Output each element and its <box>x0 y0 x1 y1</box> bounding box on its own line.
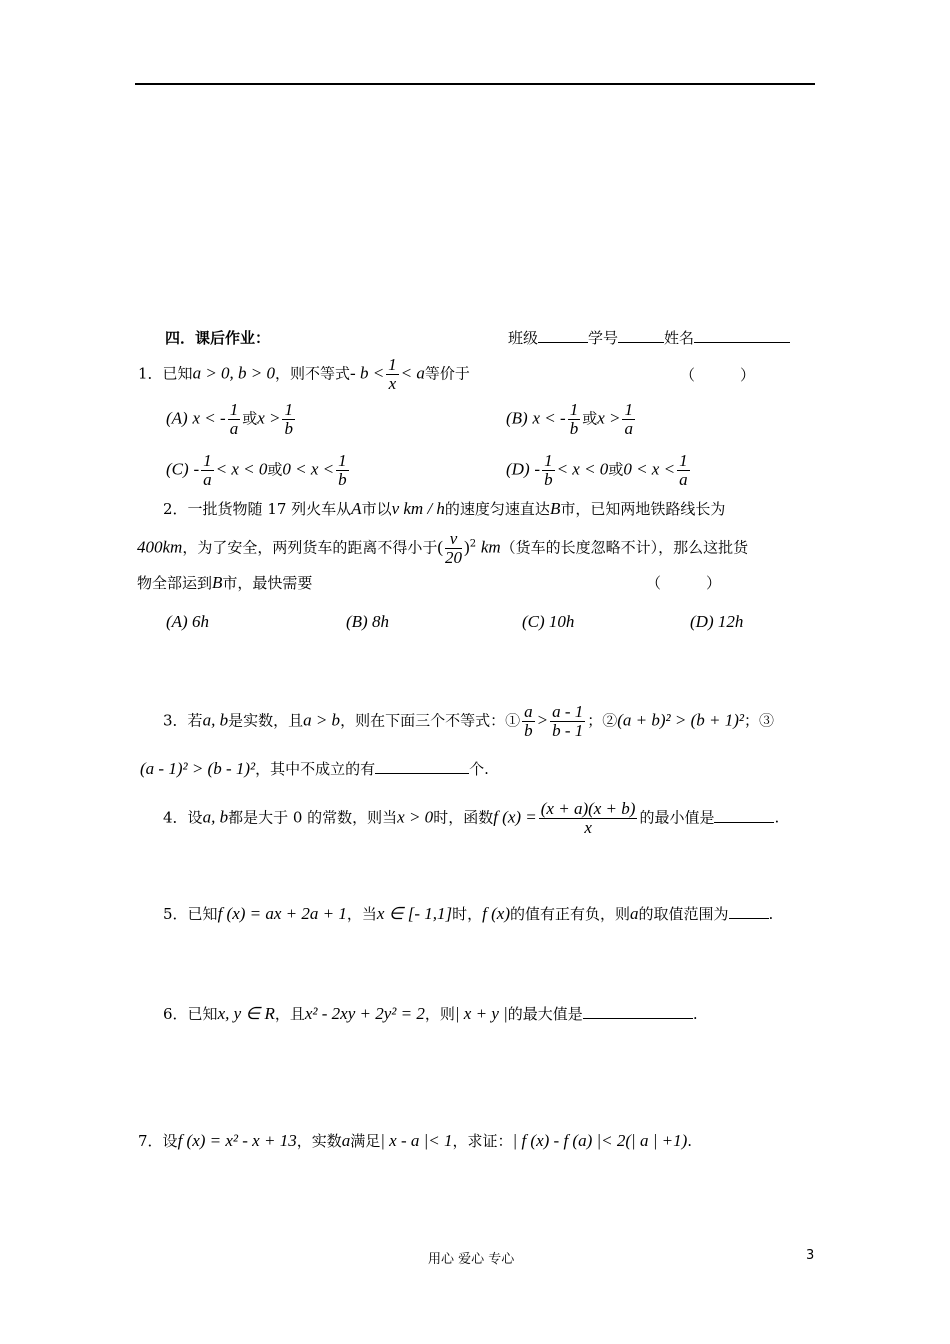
q1-math: < a <box>400 363 425 383</box>
q5-text: . <box>768 905 774 923</box>
q1-option-a[interactable] <box>166 401 297 438</box>
q6-math: | x + y | <box>454 1004 508 1023</box>
q7-math: a <box>341 1131 351 1150</box>
option-math: < x < 0 <box>556 459 609 479</box>
q2-text: 一批货物随 17 列火车从 <box>187 500 352 518</box>
denominator: a <box>679 470 688 489</box>
q2-text: 市，最快需要 <box>222 574 313 592</box>
q3-text: 个. <box>469 760 489 778</box>
option-fraction <box>568 401 581 438</box>
option-label: (A) <box>166 408 188 428</box>
q7-math: | f (x) - f (a) |< 2(| a | +1) <box>512 1131 688 1150</box>
q6-text: ，则 <box>424 1005 455 1023</box>
q5-answer-blank[interactable] <box>729 918 769 919</box>
numerator: (x + a)(x + b) <box>540 799 636 818</box>
q3-text: ；③ <box>744 711 775 730</box>
q2-number: 2． <box>163 500 188 518</box>
option-math: x > <box>257 408 281 428</box>
denominator: a <box>203 470 212 489</box>
q1-option-d[interactable] <box>506 452 692 489</box>
q2-text: （货车的长度忽略不计），那么这批货 <box>500 538 749 557</box>
q2-text: 的速度匀速直达 <box>444 500 550 518</box>
numerator: 1 <box>569 400 579 419</box>
class-label: 班级 <box>508 329 539 347</box>
q5-stem <box>163 903 773 924</box>
q4-text: 的最小值是 <box>639 808 715 827</box>
q2-text: 物全部运到 <box>137 574 213 592</box>
denominator: b <box>569 419 579 438</box>
option-text: 或 <box>242 409 258 428</box>
q2-math: B <box>212 573 223 592</box>
numerator: 1 <box>679 451 688 470</box>
q3-math: (a + b)² > (b + 1)² <box>617 710 745 730</box>
option-fraction <box>201 452 214 489</box>
q6-math: x² - 2xy + 2y² = 2 <box>304 1004 425 1023</box>
q7-text: 设 <box>162 1132 178 1150</box>
q3-text: ；② <box>587 711 618 730</box>
q2-line1 <box>163 498 725 519</box>
option-fraction <box>622 401 635 438</box>
numerator: 1 <box>624 400 633 419</box>
q2-option-a[interactable]: (A) 6h <box>166 612 209 631</box>
q2-option-b[interactable]: (B) 8h <box>346 612 389 631</box>
q4-math: f (x) = <box>493 807 537 827</box>
numerator: a - 1 <box>552 702 584 721</box>
name-blank[interactable] <box>694 342 790 343</box>
q5-text: 时， <box>452 905 483 923</box>
q1-text: 已知 <box>162 364 193 383</box>
option-math: - <box>193 459 200 479</box>
denominator: b <box>524 721 533 740</box>
q6-number: 6． <box>163 1005 188 1023</box>
q5-math: a <box>630 904 639 923</box>
id-blank[interactable] <box>618 342 664 343</box>
q1-text: ，则不等式 <box>275 364 351 383</box>
student-info <box>508 327 790 348</box>
denominator: a <box>624 419 633 438</box>
q7-text: ，实数 <box>296 1132 342 1150</box>
q2-math: B <box>549 499 561 518</box>
q4-number: 4． <box>163 808 188 827</box>
q5-math: x ∈ [- 1,1] <box>376 904 453 923</box>
q1-option-b[interactable] <box>506 401 637 438</box>
q6-text: . <box>692 1005 698 1023</box>
q5-text: 的取值范围为 <box>638 905 729 923</box>
q7-stem <box>138 1130 692 1151</box>
q6-math: x, y ∈ R <box>217 1004 275 1023</box>
q5-math: f (x) <box>482 904 510 923</box>
q2-unit: km <box>480 537 501 557</box>
denominator: b <box>338 470 347 489</box>
option-label: (B) <box>506 408 528 428</box>
option-math: < x < 0 <box>215 459 268 479</box>
footer-slogan: 用心 爱心 专心 <box>428 1252 515 1267</box>
q4-answer-blank[interactable] <box>714 822 774 823</box>
q6-text: ，且 <box>274 1005 305 1023</box>
option-math: - <box>534 459 541 479</box>
q1-text: 等价于 <box>424 364 470 383</box>
q7-math: | x - a |< 1 <box>380 1131 453 1150</box>
q3-math: > <box>536 710 549 730</box>
option-math: 0 < x < <box>623 459 676 479</box>
option-math: 0 < x < <box>282 459 335 479</box>
q3-math: (a - 1)² > (b - 1)² <box>140 759 256 778</box>
q2-exponent: 2 <box>469 538 477 550</box>
q4-math: x > 0 <box>397 807 434 827</box>
q2-line3 <box>137 572 312 593</box>
option-text: 或 <box>267 460 283 479</box>
q4-fraction <box>539 800 638 837</box>
q7-text: ，求证： <box>452 1132 513 1150</box>
numerator: 1 <box>544 451 553 470</box>
q3-text: 若 <box>187 711 203 730</box>
q1-stem <box>138 356 470 393</box>
q5-number: 5． <box>163 905 188 923</box>
option-math: x > <box>597 408 621 428</box>
q1-number: 1． <box>138 364 163 383</box>
q6-text: 已知 <box>187 1005 218 1023</box>
denominator: 20 <box>445 548 463 567</box>
q3-answer-blank[interactable] <box>375 773 469 774</box>
q2-line2: 400km，为了安全，两列货车的距离不得小于( $\frac{v}{20}$ )$^2$ km（货车的长度忽略不计），那么这批货 <box>137 529 749 567</box>
option-math: x < - <box>192 408 226 428</box>
q2-option-d[interactable]: (D) 12h <box>690 612 744 631</box>
numerator: 1 <box>388 355 397 374</box>
q2-fraction <box>445 530 462 567</box>
q2-math: A <box>351 499 362 518</box>
q2-option-c[interactable]: (C) 10h <box>522 612 575 631</box>
section-title: 四．课后作业： <box>165 329 271 347</box>
q4-text: . <box>774 808 780 827</box>
header-rule <box>135 83 815 85</box>
id-label: 学号 <box>588 329 619 347</box>
q2-speed: v km / h <box>391 499 445 518</box>
option-fraction <box>542 452 555 489</box>
q6-answer-blank[interactable] <box>583 1018 693 1019</box>
numerator: 1 <box>229 400 239 419</box>
q2-text: 市，已知两地铁路线长为 <box>560 500 726 518</box>
q4-math: a, b <box>202 807 229 827</box>
name-label: 姓名 <box>664 329 695 347</box>
q4-text: 都是大于 0 的常数，则当 <box>228 808 398 827</box>
denominator: b <box>544 470 553 489</box>
q1-fraction <box>386 356 399 393</box>
denominator: b - 1 <box>552 721 584 740</box>
option-label: (C) <box>166 459 189 479</box>
q3-line1 <box>163 703 774 740</box>
option-fraction <box>228 401 241 438</box>
q6-text: 的最大值是 <box>507 1005 583 1023</box>
numerator: 1 <box>284 400 293 419</box>
q3-fraction <box>550 703 585 740</box>
q3-line2 <box>140 758 489 779</box>
q7-text: . <box>687 1132 693 1150</box>
numerator: 1 <box>203 451 212 470</box>
q5-text: ，当 <box>346 905 377 923</box>
denominator: x <box>584 818 592 837</box>
q3-number: 3． <box>163 711 188 730</box>
denominator: b <box>284 419 293 438</box>
class-blank[interactable] <box>538 342 588 343</box>
q7-math: f (x) = x² - x + 13 <box>177 1131 297 1150</box>
q3-math: a > b <box>303 710 341 730</box>
q2-distance: 400km <box>137 537 183 557</box>
q4-text: 设 <box>187 808 203 827</box>
page-number: 3 <box>806 1248 815 1263</box>
q4-text: 时，函数 <box>433 808 494 827</box>
q3-text: ，其中不成立的有 <box>255 760 376 778</box>
q3-text: ，则在下面三个不等式：① <box>340 711 521 730</box>
option-fraction <box>677 452 690 489</box>
q3-text: 是实数，且 <box>228 711 304 730</box>
q4-stem <box>163 800 779 837</box>
q5-text: 已知 <box>187 905 218 923</box>
option-fraction <box>336 452 349 489</box>
q1-option-c[interactable] <box>166 452 351 489</box>
q7-text: 满足 <box>350 1132 381 1150</box>
q1-condition: a > 0, b > 0 <box>192 363 276 383</box>
option-math: x < - <box>532 408 566 428</box>
q5-math: f (x) = ax + 2a + 1 <box>217 904 347 923</box>
option-text: 或 <box>582 409 598 428</box>
q2-text: ，为了安全，两列货车的距离不得小于 <box>182 538 438 557</box>
q5-text: 的值有正有负，则 <box>510 905 631 923</box>
q2-answer-paren[interactable]: （ ） <box>646 574 722 592</box>
q3-fraction <box>522 703 535 740</box>
numerator: a <box>524 702 533 721</box>
q1-answer-paren[interactable]: （ ） <box>680 366 756 384</box>
denominator: x <box>388 374 397 393</box>
numerator: 1 <box>338 451 347 470</box>
option-text: 或 <box>608 460 624 479</box>
q6-stem <box>163 1003 698 1024</box>
option-label: (D) <box>506 459 530 479</box>
denominator: a <box>229 419 239 438</box>
q1-math: - b < <box>350 363 385 383</box>
numerator: v <box>445 530 462 549</box>
q3-math: a, b <box>202 710 229 730</box>
q7-number: 7． <box>138 1132 163 1150</box>
q2-text: 市以 <box>361 500 392 518</box>
option-fraction <box>282 401 295 438</box>
